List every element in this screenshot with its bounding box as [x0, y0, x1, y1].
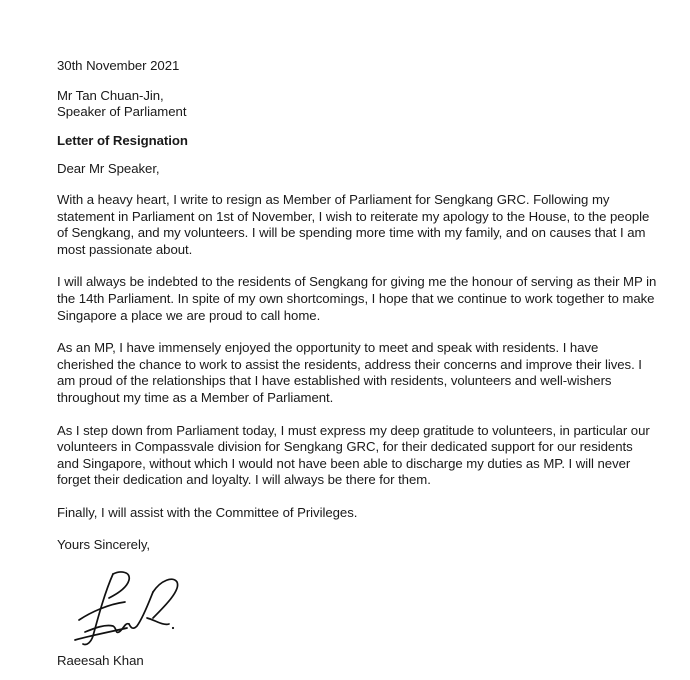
signer-name: Raeesah Khan [57, 653, 144, 669]
addressee-title: Speaker of Parliament [57, 104, 187, 120]
body-paragraph-1: With a heavy heart, I write to resign as Member of Parliament for Sengkang GRC. Following my statement in Parliament on 1st of November, I wish to reiterate my apology to the House, to the people of Sengkang, and my volunteers. I will be spending more time with my family, and on causes that I am most passionate about. [57, 191, 650, 257]
handwritten-signature [69, 562, 189, 650]
letter [57, 58, 657, 670]
letter-salutation: Dear Mr Speaker, [57, 161, 160, 177]
letter-date: 30th November 2021 [57, 58, 180, 73]
addressee-block [57, 88, 657, 121]
body-paragraph-3: As an MP, I have immensely enjoyed the opportunity to meet and speak with residents. I have cherished the chance to work to assist the residents, address their concerns and improve their lives. I am proud of the relationships that I have established with residents, volunteers and well-wishers throughout my time as a Member of Parliament. [57, 340, 642, 405]
body-paragraph-4: As I step down from Parliament today, I must express my deep gratitude to volunteers, in particular our volunteers in Compassvale division for Sengkang GRC, for their dedicated support for our residents and Singapore, without which I would not have been able to discharge my duties as MP. I will never forget their dedication and loyalty. I will always be there for them. [57, 422, 650, 488]
final-line: Finally, I will assist with the Committee of Privileges. [57, 504, 358, 520]
letter-closing: Yours Sincerely, [57, 537, 151, 553]
addressee-name: Mr Tan Chuan-Jin, [57, 87, 164, 103]
letter-subject: Letter of Resignation [57, 132, 188, 148]
body-paragraph-2: I will always be indebted to the residents of Sengkang for giving me the honour of serving as their MP in the 14th Parliament. In spite of my own shortcomings, I hope that we continue to work together to make Singapore a place we are proud to call home. [57, 274, 657, 323]
